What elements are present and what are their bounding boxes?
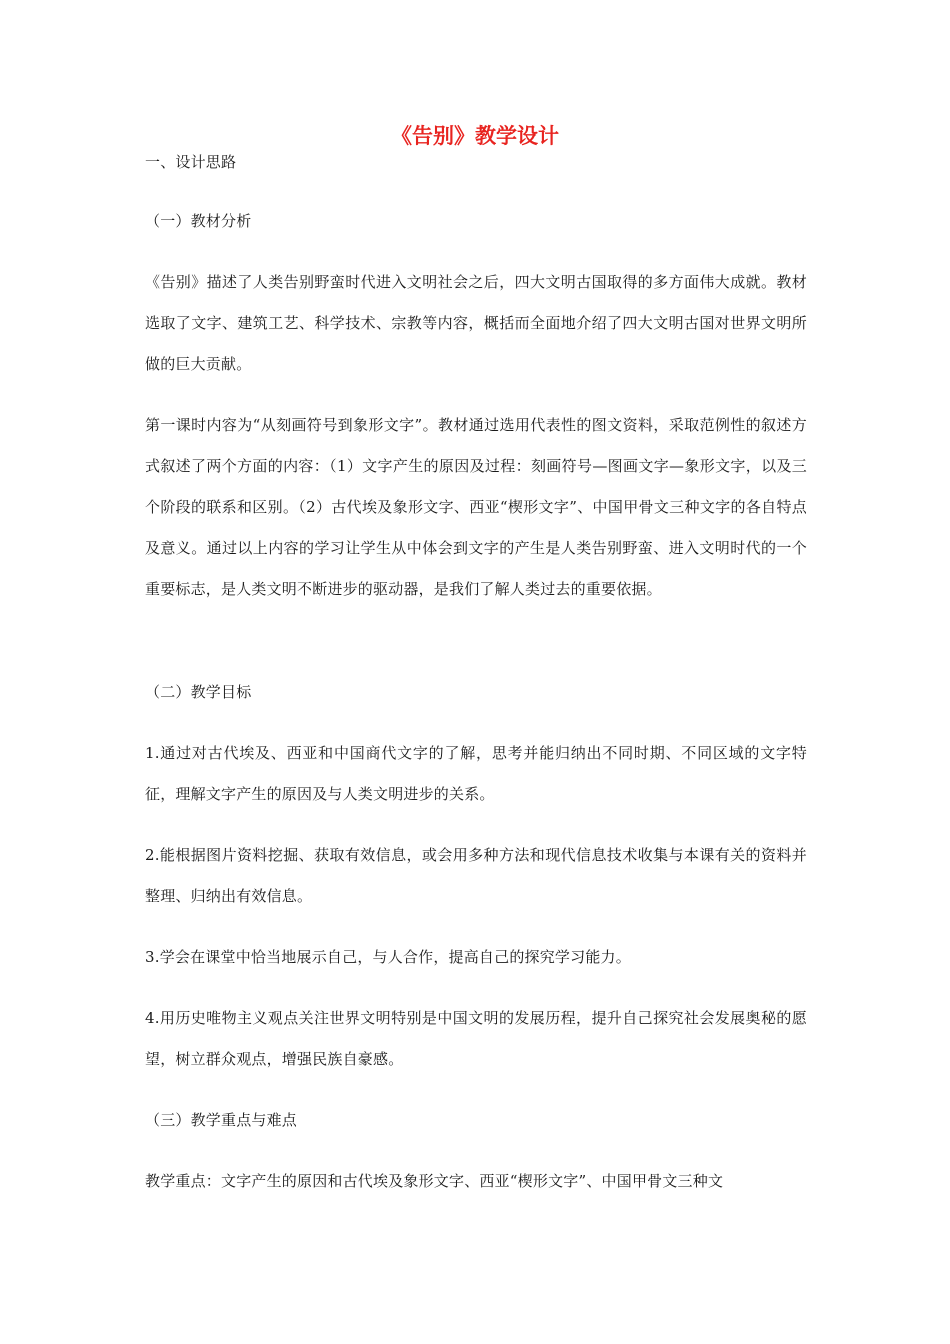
paragraph-textbook-overview: 《告别》描述了人类告别野蛮时代进入文明社会之后，四大文明古国取得的多方面伟大成就。教材选取了文字、建筑工艺、科学技术、宗教等内容，概括而全面地介绍了四大文明古国对世界文明所做的巨大贡献。 xyxy=(145,273,807,373)
paragraph-first-lesson: 第一课时内容为“从刻画符号到象形文字”。教材通过选用代表性的图文资料，采取范例性的叙述方式叙述了两个方面的内容：（1）文字产生的原因及过程：刻画符号—图画文字—象形文字，以及三个阶段的联系和区别。（2）古代埃及象形文字、西亚“楔形文字”、中国甲骨文三种文字的各自特点及意义。通过以上内容的学习让学生从中体会到文字的产生是人类告别野蛮、进入文明时代的一个重要标志，是人类文明不断进步的驱动器，是我们了解人类过去的重要依据。 xyxy=(145,416,807,598)
goal-item-3: 3.学会在课堂中恰当地展示自己，与人合作，提高自己的探究学习能力。 xyxy=(145,948,631,966)
paragraph-key-point: 教学重点：文字产生的原因和古代埃及象形文字、西亚“楔形文字”、中国甲骨文三种文 xyxy=(145,1172,724,1190)
goal-item-2: 2.能根据图片资料挖掘、获取有效信息，或会用多种方法和现代信息技术收集与本课有关的资料并整理、归纳出有效信息。 xyxy=(145,846,807,905)
document-title: 《告别》教学设计 xyxy=(391,124,559,148)
goal-item-4: 4.用历史唯物主义观点关注世界文明特别是中国文明的发展历程，提升自己探究社会发展奥秘的愿望，树立群众观点，增强民族自豪感。 xyxy=(145,1009,807,1068)
goal-item-1: 1.通过对古代埃及、西亚和中国商代文字的了解，思考并能归纳出不同时期、不同区域的文字特征，理解文字产生的原因及与人类文明进步的关系。 xyxy=(145,744,807,803)
subheading-textbook-analysis: （一）教材分析 xyxy=(145,212,252,230)
section-heading-design-idea: 一、设计思路 xyxy=(145,153,237,171)
subheading-key-points: （三）教学重点与难点 xyxy=(145,1111,298,1129)
subheading-teaching-goals: （二）教学目标 xyxy=(145,683,252,701)
